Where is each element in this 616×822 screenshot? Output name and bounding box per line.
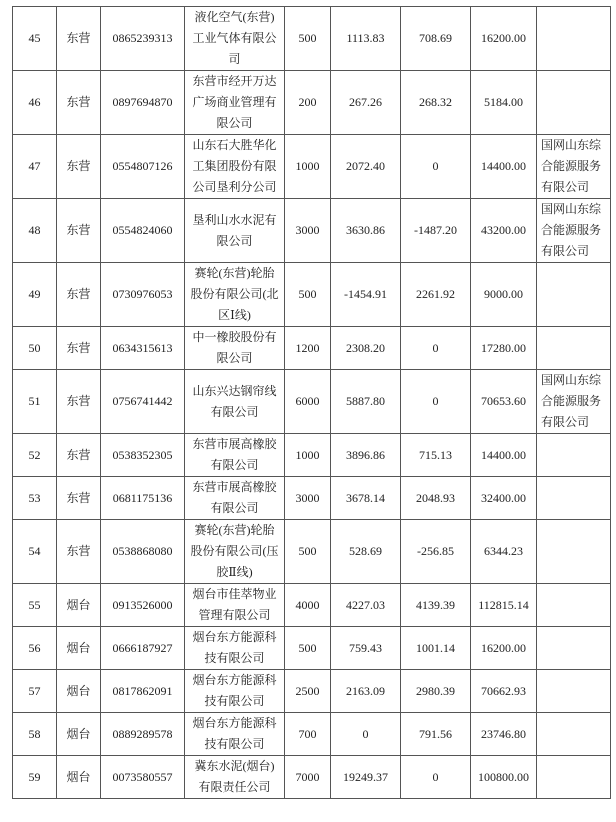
- cell-capacity: 1000: [285, 434, 331, 477]
- cell-account-number: 0817862091: [101, 670, 185, 713]
- cell-company-name: 烟台东方能源科技有限公司: [185, 713, 285, 756]
- cell-value-a: 267.26: [331, 71, 401, 135]
- cell-city: 东营: [57, 327, 101, 370]
- cell-value-c: 23746.80: [471, 713, 537, 756]
- cell-value-b: 0: [401, 756, 471, 799]
- cell-account-number: 0681175136: [101, 477, 185, 520]
- cell-value-b: 0: [401, 135, 471, 199]
- cell-index: 52: [13, 434, 57, 477]
- cell-company-name: 烟台东方能源科技有限公司: [185, 627, 285, 670]
- cell-value-a: 4227.03: [331, 584, 401, 627]
- cell-index: 59: [13, 756, 57, 799]
- cell-value-c: 9000.00: [471, 263, 537, 327]
- table-row: [13, 370, 611, 434]
- table-row: [13, 584, 611, 627]
- cell-capacity: 6000: [285, 370, 331, 434]
- table-row: [13, 135, 611, 199]
- cell-account-number: 0897694870: [101, 71, 185, 135]
- cell-company-name: 垦利山水水泥有限公司: [185, 199, 285, 263]
- cell-value-c: 17280.00: [471, 327, 537, 370]
- cell-value-a: 2163.09: [331, 670, 401, 713]
- cell-capacity: 500: [285, 520, 331, 584]
- table-row: [13, 71, 611, 135]
- cell-service-provider: [537, 756, 611, 799]
- cell-value-b: 0: [401, 370, 471, 434]
- cell-value-a: 3678.14: [331, 477, 401, 520]
- cell-value-a: 19249.37: [331, 756, 401, 799]
- cell-capacity: 200: [285, 71, 331, 135]
- cell-value-b: 268.32: [401, 71, 471, 135]
- cell-company-name: 烟台市佳萃物业管理有限公司: [185, 584, 285, 627]
- cell-value-a: 528.69: [331, 520, 401, 584]
- cell-service-provider: [537, 263, 611, 327]
- cell-index: 55: [13, 584, 57, 627]
- cell-value-c: 14400.00: [471, 434, 537, 477]
- cell-city: 东营: [57, 477, 101, 520]
- cell-account-number: 0634315613: [101, 327, 185, 370]
- cell-value-c: 16200.00: [471, 627, 537, 670]
- cell-account-number: 0554807126: [101, 135, 185, 199]
- cell-company-name: 中一橡胶股份有限公司: [185, 327, 285, 370]
- table-row: [13, 756, 611, 799]
- cell-account-number: 0865239313: [101, 7, 185, 71]
- table-row: [13, 627, 611, 670]
- table-body: [13, 7, 611, 799]
- cell-value-c: 70662.93: [471, 670, 537, 713]
- cell-value-b: 2980.39: [401, 670, 471, 713]
- cell-city: 东营: [57, 263, 101, 327]
- cell-index: 46: [13, 71, 57, 135]
- cell-company-name: 赛轮(东营)轮胎股份有限公司(压胶Ⅱ线): [185, 520, 285, 584]
- cell-city: 东营: [57, 71, 101, 135]
- cell-account-number: 0756741442: [101, 370, 185, 434]
- cell-capacity: 500: [285, 263, 331, 327]
- cell-value-a: 2072.40: [331, 135, 401, 199]
- cell-index: 47: [13, 135, 57, 199]
- cell-city: 烟台: [57, 713, 101, 756]
- cell-value-b: 2048.93: [401, 477, 471, 520]
- data-table: [12, 6, 611, 799]
- cell-value-c: 112815.14: [471, 584, 537, 627]
- cell-service-provider: [537, 434, 611, 477]
- cell-value-c: 32400.00: [471, 477, 537, 520]
- cell-company-name: 东营市展高橡胶有限公司: [185, 434, 285, 477]
- cell-service-provider: 国网山东综合能源服务有限公司: [537, 199, 611, 263]
- cell-company-name: 液化空气(东营)工业气体有限公司: [185, 7, 285, 71]
- cell-service-provider: 国网山东综合能源服务有限公司: [537, 370, 611, 434]
- cell-service-provider: [537, 670, 611, 713]
- cell-value-c: 70653.60: [471, 370, 537, 434]
- cell-value-a: 5887.80: [331, 370, 401, 434]
- cell-account-number: 0666187927: [101, 627, 185, 670]
- cell-city: 东营: [57, 135, 101, 199]
- cell-capacity: 3000: [285, 477, 331, 520]
- cell-value-a: 3896.86: [331, 434, 401, 477]
- cell-value-b: 4139.39: [401, 584, 471, 627]
- cell-city: 烟台: [57, 584, 101, 627]
- cell-index: 56: [13, 627, 57, 670]
- cell-index: 49: [13, 263, 57, 327]
- cell-service-provider: 国网山东综合能源服务有限公司: [537, 135, 611, 199]
- cell-company-name: 赛轮(东营)轮胎股份有限公司(北区Ⅰ线): [185, 263, 285, 327]
- cell-service-provider: [537, 71, 611, 135]
- cell-company-name: 山东兴达钢帘线有限公司: [185, 370, 285, 434]
- cell-value-c: 6344.23: [471, 520, 537, 584]
- cell-service-provider: [537, 713, 611, 756]
- cell-city: 东营: [57, 370, 101, 434]
- cell-index: 45: [13, 7, 57, 71]
- cell-index: 53: [13, 477, 57, 520]
- cell-capacity: 500: [285, 7, 331, 71]
- cell-account-number: 0538352305: [101, 434, 185, 477]
- cell-service-provider: [537, 327, 611, 370]
- cell-city: 东营: [57, 434, 101, 477]
- cell-account-number: 0889289578: [101, 713, 185, 756]
- cell-city: 东营: [57, 7, 101, 71]
- cell-capacity: 4000: [285, 584, 331, 627]
- cell-value-a: 3630.86: [331, 199, 401, 263]
- cell-city: 东营: [57, 199, 101, 263]
- cell-company-name: 冀东水泥(烟台)有限责任公司: [185, 756, 285, 799]
- cell-city: 东营: [57, 520, 101, 584]
- cell-value-a: -1454.91: [331, 263, 401, 327]
- table-row: [13, 7, 611, 71]
- cell-value-b: 708.69: [401, 7, 471, 71]
- cell-index: 57: [13, 670, 57, 713]
- cell-capacity: 3000: [285, 199, 331, 263]
- table-row: [13, 713, 611, 756]
- cell-account-number: 0730976053: [101, 263, 185, 327]
- cell-value-c: 16200.00: [471, 7, 537, 71]
- table-row: [13, 477, 611, 520]
- cell-capacity: 700: [285, 713, 331, 756]
- cell-account-number: 0554824060: [101, 199, 185, 263]
- cell-account-number: 0073580557: [101, 756, 185, 799]
- cell-value-b: -1487.20: [401, 199, 471, 263]
- cell-capacity: 500: [285, 627, 331, 670]
- cell-company-name: 东营市展高橡胶有限公司: [185, 477, 285, 520]
- cell-value-c: 14400.00: [471, 135, 537, 199]
- cell-city: 烟台: [57, 627, 101, 670]
- cell-value-b: 1001.14: [401, 627, 471, 670]
- cell-service-provider: [537, 7, 611, 71]
- cell-value-c: 43200.00: [471, 199, 537, 263]
- cell-index: 51: [13, 370, 57, 434]
- cell-value-b: 2261.92: [401, 263, 471, 327]
- cell-index: 58: [13, 713, 57, 756]
- table-row: [13, 434, 611, 477]
- cell-city: 烟台: [57, 670, 101, 713]
- cell-index: 50: [13, 327, 57, 370]
- cell-value-c: 100800.00: [471, 756, 537, 799]
- cell-index: 48: [13, 199, 57, 263]
- cell-value-b: 715.13: [401, 434, 471, 477]
- cell-city: 烟台: [57, 756, 101, 799]
- cell-account-number: 0913526000: [101, 584, 185, 627]
- cell-value-c: 5184.00: [471, 71, 537, 135]
- table-row: [13, 199, 611, 263]
- table-row: [13, 327, 611, 370]
- cell-capacity: 7000: [285, 756, 331, 799]
- cell-value-b: 0: [401, 327, 471, 370]
- cell-value-a: 1113.83: [331, 7, 401, 71]
- table-row: [13, 263, 611, 327]
- table-row: [13, 670, 611, 713]
- cell-company-name: 东营市经开万达广场商业管理有限公司: [185, 71, 285, 135]
- cell-company-name: 烟台东方能源科技有限公司: [185, 670, 285, 713]
- cell-capacity: 2500: [285, 670, 331, 713]
- cell-index: 54: [13, 520, 57, 584]
- cell-service-provider: [537, 520, 611, 584]
- cell-capacity: 1200: [285, 327, 331, 370]
- cell-service-provider: [537, 477, 611, 520]
- cell-value-b: 791.56: [401, 713, 471, 756]
- cell-service-provider: [537, 584, 611, 627]
- cell-value-a: 759.43: [331, 627, 401, 670]
- cell-service-provider: [537, 627, 611, 670]
- cell-account-number: 0538868080: [101, 520, 185, 584]
- cell-capacity: 1000: [285, 135, 331, 199]
- cell-value-a: 2308.20: [331, 327, 401, 370]
- cell-value-a: 0: [331, 713, 401, 756]
- table-row: [13, 520, 611, 584]
- cell-company-name: 山东石大胜华化工集团股份有限公司垦利分公司: [185, 135, 285, 199]
- cell-value-b: -256.85: [401, 520, 471, 584]
